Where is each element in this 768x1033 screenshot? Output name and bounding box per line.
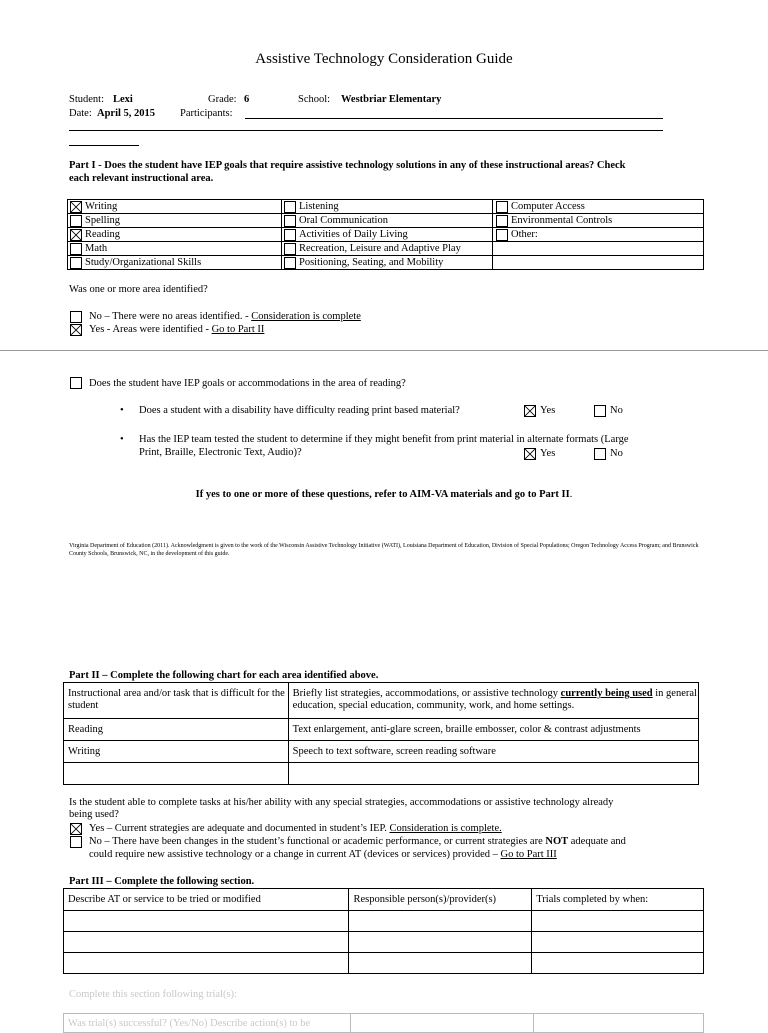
- not-adequate-post: adequate and: [568, 836, 626, 847]
- part3-table: [63, 888, 704, 974]
- strategies-adequate-option: [89, 822, 502, 835]
- part2-col2-header-pre: Briefly list strategies, accommodations, or assistive technology: [292, 688, 561, 699]
- part2-row2-area-text: Writing: [68, 746, 101, 757]
- able-question-line2: being used?: [69, 809, 119, 820]
- part3-col3-header: [532, 889, 704, 911]
- yes-areas-checkbox[interactable]: [70, 324, 82, 336]
- bullet-1-dot: •: [120, 405, 124, 416]
- part2-table: [63, 682, 699, 785]
- aim-va-instruction-text: If yes to one or more of these questions, refer to AIM-VA materials and go to Part II: [195, 489, 570, 500]
- recreation-label: Recreation, Leisure and Adaptive Play: [299, 243, 461, 254]
- part1-heading-line1: Part I - Does the student have IEP goals that require assistive technology solutions in any of these instructional areas? Check: [69, 160, 626, 171]
- part2-row2-strategies-text: Speech to text software, screen reading software: [292, 746, 496, 757]
- bullet1-no-checkbox[interactable]: [594, 405, 606, 417]
- part3-col2-header: [349, 889, 532, 911]
- positioning-checkbox[interactable]: [284, 257, 296, 269]
- date-label: Date:: [69, 108, 92, 119]
- part3-row1-col2[interactable]: [349, 911, 532, 932]
- footnote: Virginia Department of Education (2011). Acknowledgment is given to the work of the Wisconsin Assistive Technology Initiative (WATI), Louisiana Department of Education, Division of Special Populations; Oregon Technology Access Program; and Brunswick County Schools, Brunswick, NC, in the development of this guide.: [69, 543, 699, 557]
- not-adequate-line2-text: could require new assistive technology or a change in current AT (devices or services) provided –: [89, 849, 501, 860]
- listening-checkbox[interactable]: [284, 201, 296, 213]
- reading-goals-checkbox[interactable]: [70, 377, 82, 389]
- aim-va-instruction: [0, 488, 768, 501]
- part3-row2-col3[interactable]: [532, 932, 704, 953]
- bullet2-yes-label: Yes: [540, 448, 556, 459]
- part2-col1-header-text: Instructional area and/or task that is difficult for the student: [68, 688, 285, 711]
- page-title: Assistive Technology Consideration Guide: [255, 51, 513, 67]
- trial-results-table-top: [63, 1013, 704, 1033]
- strategies-adequate-checkbox[interactable]: [70, 823, 82, 835]
- strategies-not-adequate-line2: [89, 848, 557, 861]
- checkmark-x-icon: [71, 325, 81, 335]
- not-emphasis: NOT: [545, 836, 569, 847]
- part2-row3-area[interactable]: [64, 763, 289, 785]
- positioning-label: Positioning, Seating, and Mobility: [299, 257, 444, 268]
- consideration-complete-link[interactable]: Consideration is complete: [251, 311, 361, 322]
- area-cell-empty-1: [493, 242, 704, 256]
- part3-row1-col3[interactable]: [532, 911, 704, 932]
- bullet-2-text-line2: Print, Braille, Electronic Text, Audio)?: [139, 447, 302, 458]
- recreation-checkbox[interactable]: [284, 243, 296, 255]
- part1-heading-line2: each relevant instructional area.: [69, 173, 214, 184]
- math-checkbox[interactable]: [70, 243, 82, 255]
- oral-communication-label: Oral Communication: [299, 215, 388, 226]
- reading-checkbox[interactable]: [70, 229, 82, 241]
- grade-value: 6: [244, 94, 250, 105]
- no-areas-text: No – There were no areas identified. -: [89, 311, 252, 322]
- checkmark-x-icon: [71, 202, 81, 212]
- section-divider: [0, 350, 768, 351]
- part2-row3-strategies[interactable]: [288, 763, 698, 785]
- strategies-adequate-text: Yes – Current strategies are adequate and documented in student’s IEP.: [89, 823, 390, 834]
- checkmark-x-icon: [525, 406, 535, 416]
- part2-row1-strategies-text: Text enlargement, anti-glare screen, braille embosser, color & contrast adjustments: [292, 724, 641, 735]
- part2-heading: Part II – Complete the following chart for each area identified above.: [69, 670, 379, 681]
- daily-living-checkbox[interactable]: [284, 229, 296, 241]
- participants-label: Participants:: [180, 108, 233, 119]
- strategies-not-adequate-line1: [89, 835, 626, 848]
- go-to-part3-link[interactable]: Go to Part III: [500, 849, 557, 860]
- part2-row2-strategies[interactable]: [288, 741, 698, 763]
- bullet1-no-label: No: [610, 405, 623, 416]
- daily-living-label: Activities of Daily Living: [299, 229, 408, 240]
- bullet-2-dot: •: [120, 434, 124, 445]
- math-label: Math: [85, 243, 108, 254]
- writing-label: Writing: [85, 201, 118, 212]
- part3-row3-col2[interactable]: [349, 953, 532, 974]
- participants-line-2[interactable]: [69, 130, 663, 131]
- part2-row1-area-text: Reading: [68, 724, 103, 735]
- part2-row1-strategies[interactable]: [288, 719, 698, 741]
- part3-heading: Part III – Complete the following section.: [69, 876, 255, 887]
- part2-col2-header-post: in general education, special education, community, work, and home settings.: [292, 688, 697, 711]
- yes-areas-option: [89, 323, 264, 336]
- computer-access-checkbox[interactable]: [496, 201, 508, 213]
- checkmark-x-icon: [525, 449, 535, 459]
- bullet2-no-checkbox[interactable]: [594, 448, 606, 460]
- part2-consideration-complete-link[interactable]: Consideration is complete.: [389, 823, 502, 834]
- computer-access-label: Computer Access: [511, 201, 585, 212]
- writing-checkbox[interactable]: [70, 201, 82, 213]
- part2-row1-area[interactable]: [64, 719, 289, 741]
- participants-line-1[interactable]: [245, 118, 663, 119]
- spelling-label: Spelling: [85, 215, 121, 226]
- bullet-2-text-line1: Has the IEP team tested the student to determine if they might benefit from print material in alternate formats (Large: [139, 434, 629, 445]
- part2-row2-area[interactable]: [64, 741, 289, 763]
- grade-label: Grade:: [208, 94, 237, 105]
- no-areas-checkbox[interactable]: [70, 311, 82, 323]
- part3-row2-col2[interactable]: [349, 932, 532, 953]
- aim-va-period: .: [569, 489, 573, 500]
- student-value: Lexi: [113, 94, 133, 105]
- reading-goals-question: Does the student have IEP goals or accommodations in the area of reading?: [89, 378, 406, 389]
- no-areas-option: [89, 310, 361, 323]
- able-question-line1: Is the student able to complete tasks at his/her ability with any special strategies, accommodations or assistive technology already: [69, 797, 614, 808]
- participants-line-3[interactable]: [69, 145, 139, 146]
- environmental-controls-checkbox[interactable]: [496, 215, 508, 227]
- currently-being-used-emphasis: currently being used: [560, 688, 653, 699]
- follow-up-label: Complete this section following trial(s):: [69, 989, 237, 1000]
- part2-col2-header: [288, 683, 698, 719]
- part3-col2-header-text: Responsible person(s)/provider(s): [353, 894, 497, 905]
- trial-results-cut-text: Was trial(s) successful? (Yes/No) Describe action(s) to be: [68, 1018, 311, 1029]
- school-value: Westbriar Elementary: [341, 94, 442, 105]
- part3-col1-header-text: Describe AT or service to be tried or modified: [68, 894, 261, 905]
- spelling-checkbox[interactable]: [70, 215, 82, 227]
- part3-row1-col1[interactable]: [64, 911, 349, 932]
- part3-row3-col1[interactable]: [64, 953, 349, 974]
- study-skills-label: Study/Organizational Skills: [85, 257, 202, 268]
- bullet-1-text: Does a student with a disability have difficulty reading print based material?: [139, 405, 460, 416]
- other-label: Other:: [511, 229, 538, 240]
- part3-row3-col3[interactable]: [532, 953, 704, 974]
- identified-question: Was one or more area identified?: [69, 284, 208, 295]
- reading-label: Reading: [85, 229, 120, 240]
- part3-col3-header-text: Trials completed by when:: [536, 894, 649, 905]
- part2-col1-header: [64, 683, 289, 719]
- not-adequate-pre: No – There have been changes in the student’s functional or academic performance, or current strategies are: [89, 836, 546, 847]
- bullet2-no-label: No: [610, 448, 623, 459]
- oral-communication-checkbox[interactable]: [284, 215, 296, 227]
- strategies-not-adequate-checkbox[interactable]: [70, 836, 82, 848]
- school-label: School:: [298, 94, 331, 105]
- study-skills-checkbox[interactable]: [70, 257, 82, 269]
- date-value: April 5, 2015: [97, 108, 156, 119]
- checkmark-x-icon: [71, 824, 81, 834]
- bullet1-yes-label: Yes: [540, 405, 556, 416]
- bullet2-yes-checkbox[interactable]: [524, 448, 536, 460]
- part3-row2-col1[interactable]: [64, 932, 349, 953]
- checkmark-x-icon: [71, 230, 81, 240]
- go-to-part2-link[interactable]: Go to Part II: [211, 324, 265, 335]
- environmental-controls-label: Environmental Controls: [511, 215, 613, 226]
- area-cell-empty-2: [493, 256, 704, 270]
- bullet1-yes-checkbox[interactable]: [524, 405, 536, 417]
- yes-areas-text: Yes - Areas were identified -: [89, 324, 212, 335]
- listening-label: Listening: [299, 201, 339, 212]
- other-checkbox[interactable]: [496, 229, 508, 241]
- student-label: Student:: [69, 94, 105, 105]
- part3-col1-header: [64, 889, 349, 911]
